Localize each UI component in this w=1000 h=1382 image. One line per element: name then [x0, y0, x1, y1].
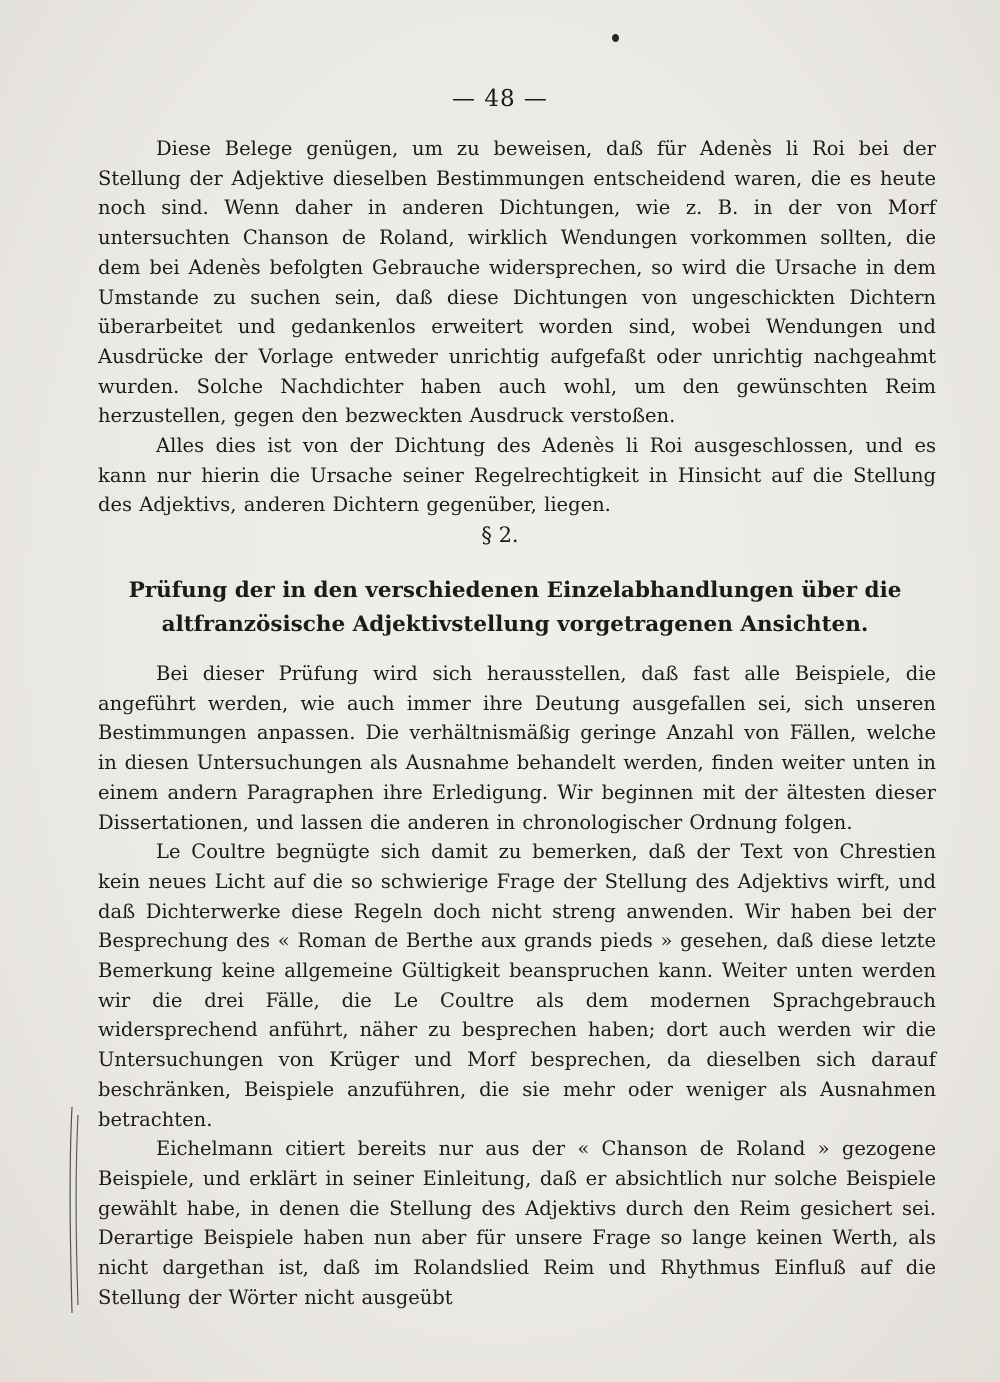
page-number: — 48 —	[452, 86, 548, 112]
section-number: § 2.	[481, 523, 519, 547]
paragraph: Le Coultre begnügte sich damit zu bemerken, daß der Text von Chrestien kein neues Licht auf die so schwierige Frage der Stellung des Adjektivs wirft, und daß Dichterwerke diese Regeln doch nicht streng anwenden. Wir haben bei der Besprechung des « Roman de Berthe aux grands pieds » gesehen, daß diese letzte Bemerkung keine allgemeine Gültigkeit beanspruchen kann. Weiter unten werden wir die drei Fälle, die Le Coultre als dem modernen Sprachgebrauch widersprechend anführt, näher zu besprechen haben; dort auch werden wir die Untersuchungen von Krüger und Morf besprechen, da dieselben sich darauf beschränken, Beispiele anzuführen, die sie mehr oder weniger als Ausnahmen betrachten.	[98, 840, 936, 1131]
paragraph: Alles dies ist von der Dichtung des Adenès li Roi ausgeschlossen, und es kann nur hierin die Ursache seiner Regelrechtigkeit in Hinsicht auf die Stellung des Adjektivs, anderen Dichtern gegenüber, liegen.	[98, 434, 936, 517]
bottom-text-block	[98, 659, 936, 1312]
top-text-block	[98, 134, 936, 520]
paragraph: Diese Belege genügen, um zu beweisen, daß für Adenès li Roi bei der Stellung der Adjektive dieselben Bestimmungen entscheidend waren, die es heute noch sind. Wenn daher in anderen Dichtungen, wie z. B. in der von Morf untersuchten Chanson de Roland, wirklich Wendungen vorkommen sollten, die dem bei Adenès befolgten Gebrauche widersprechen, so wird die Ursache in dem Umstande zu suchen sein, daß diese Dichtungen von ungeschickten Dichtern überarbeitet und gedankenlos erweitert worden sind, wobei Wendungen und Ausdrücke der Vorlage entweder unrichtig aufgefaßt oder unrichtig nachgeahmt wurden. Solche Nachdichter haben auch wohl, um den gewünschten Reim herzustellen, gegen den bezweckten Ausdruck verstoßen.	[98, 137, 936, 428]
section-title: Prüfung der in den verschiedenen Einzelabhandlungen über die altfranzösische Adjektivstellung vorgetragenen Ansichten.	[128, 578, 902, 637]
paragraph: Eichelmann citiert bereits nur aus der « Chanson de Roland » gezogene Beispiele, und erklärt in seiner Einleitung, daß er absichtlich nur solche Beispiele gewählt habe, in denen die Stellung des Adjektivs durch den Reim gesichert sei. Derartige Beispiele haben nun aber für unsere Frage so lange keinen Werth, als nicht dargethan ist, daß im Rolandslied Reim und Rhythmus Einfluß auf die Stellung der Wörter nicht ausgeübt	[98, 1137, 936, 1309]
paragraph: Bei dieser Prüfung wird sich herausstellen, daß fast alle Beispiele, die angeführt werden, wie auch immer ihre Deutung ausgefallen sei, sich unseren Bestimmungen anpassen. Die verhältnismäßig geringe Anzahl von Fällen, welche in diesen Untersuchungen als Ausnahme behandelt werden, finden weiter unten in einem andern Paragraphen ihre Erledigung. Wir beginnen mit der ältesten dieser Dissertationen, und lassen die anderen in chronologischer Ordnung folgen.	[98, 662, 936, 834]
margin-pencil-mark	[66, 1105, 86, 1315]
ink-speck	[612, 34, 619, 42]
